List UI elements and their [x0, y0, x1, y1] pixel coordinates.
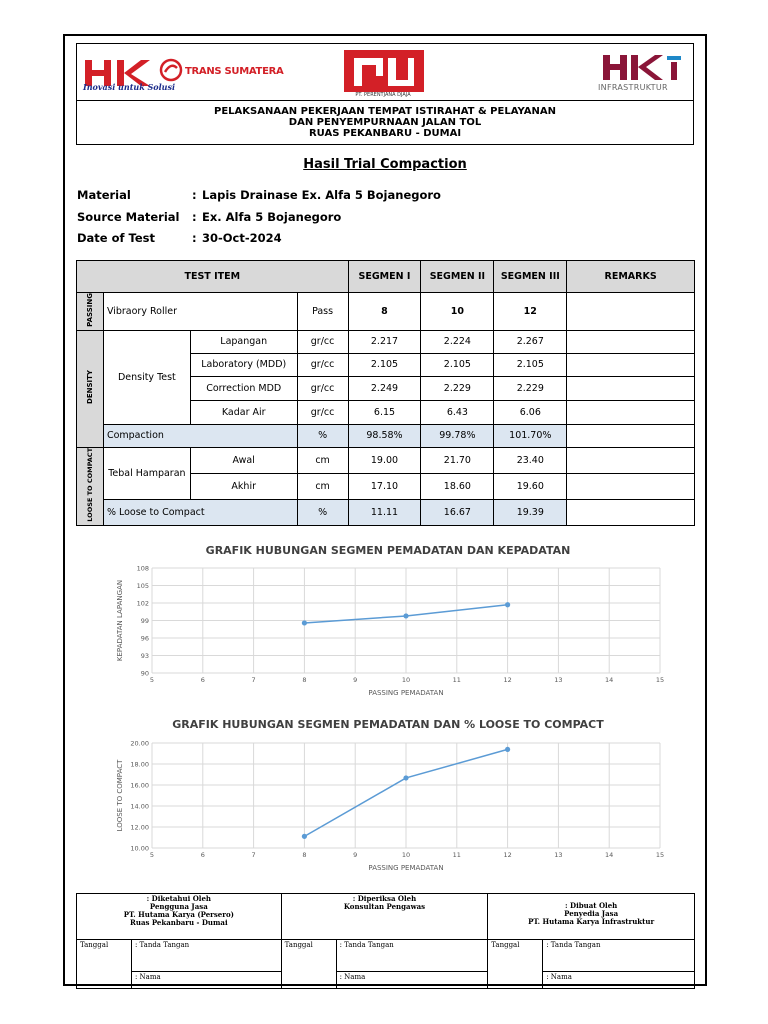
- x-tick-label: 13: [554, 851, 563, 859]
- tebal-hamparan-label: Tebal Hamparan: [103, 447, 190, 500]
- chart-kepadatan: [100, 560, 680, 700]
- group-loose-label: LOOSE TO COMPACT: [85, 447, 94, 522]
- signature-head-row: [77, 894, 695, 940]
- project-line-3: RUAS PEKANBARU - DUMAI: [308, 128, 462, 139]
- group-loose: [77, 447, 104, 525]
- table-row-passing: [77, 293, 695, 331]
- x-tick-label: 7: [251, 851, 256, 859]
- remarks-cell: [567, 293, 695, 331]
- material-value: Lapis Drainase Ex. Alfa 5 Bojanegoro: [202, 188, 441, 202]
- y-tick-label: 12.00: [130, 823, 149, 832]
- group-passing-label: PASSING: [85, 293, 94, 327]
- header-remarks: REMARKS: [567, 261, 695, 293]
- density-row-value: 2.105: [494, 353, 567, 376]
- passing-unit: Pass: [297, 293, 348, 331]
- compaction-unit: %: [297, 424, 348, 447]
- x-tick-label: 6: [200, 676, 205, 684]
- loose-unit: %: [297, 500, 348, 525]
- remarks-cell: [567, 424, 695, 447]
- compaction-value: 99.78%: [421, 424, 494, 447]
- x-tick-label: 14: [605, 676, 614, 684]
- y-tick-label: 93: [140, 652, 149, 660]
- x-tick-label: 9: [353, 851, 358, 859]
- remarks-cell: [567, 474, 695, 500]
- tanda-tangan-field[interactable]: : Tanda Tangan: [131, 940, 281, 972]
- compaction-value: 98.58%: [348, 424, 421, 447]
- loose-value: 16.67: [421, 500, 494, 525]
- density-row-value: 6.15: [348, 400, 421, 424]
- y-axis-label: LOOSE TO COMPACT: [116, 759, 124, 832]
- tebal-row-value: 21.70: [421, 447, 494, 473]
- density-row-name: Kadar Air: [190, 400, 297, 424]
- density-row-unit: gr/cc: [297, 376, 348, 400]
- header-test-item: TEST ITEM: [77, 261, 349, 293]
- sig-line: Ruas Pekanbaru - Dumai: [130, 918, 228, 927]
- density-row-value: 6.43: [421, 400, 494, 424]
- project-line-2: DAN PENYEMPURNAAN JALAN TOL: [288, 117, 482, 128]
- data-point: [302, 620, 307, 625]
- hki-text: INFRASTRUKTUR: [598, 83, 668, 92]
- tebal-row-unit: cm: [297, 447, 348, 473]
- x-tick-label: 12: [503, 851, 512, 859]
- x-tick-label: 15: [655, 851, 665, 859]
- x-tick-label: 6: [200, 851, 205, 859]
- letterhead: [76, 43, 694, 145]
- passing-value: 12: [494, 293, 567, 331]
- sig-title: : Diketahui Oleh: [146, 894, 212, 903]
- y-axis-label: KEPADATAN LAPANGAN: [116, 579, 124, 662]
- y-tick-label: 18.00: [130, 760, 149, 769]
- y-tick-label: 102: [136, 599, 149, 608]
- density-row-name: Lapangan: [190, 330, 297, 353]
- density-row-value: 2.229: [494, 376, 567, 400]
- signature-sign-row: [77, 940, 695, 972]
- y-tick-label: 96: [140, 634, 149, 643]
- x-tick-label: 14: [605, 851, 614, 859]
- chart2-title: GRAFIK HUBUNGAN SEGMEN PEMADATAN DAN % LOOSE TO COMPACT: [172, 718, 604, 731]
- data-point: [302, 834, 307, 839]
- x-tick-label: 5: [149, 851, 155, 859]
- density-row-value: 2.249: [348, 376, 421, 400]
- tanggal-field[interactable]: Tanggal: [488, 940, 543, 989]
- density-test-label: Density Test: [103, 330, 190, 424]
- density-row-value: 6.06: [494, 400, 567, 424]
- remarks-cell: [567, 330, 695, 353]
- tanda-tangan-field[interactable]: : Tanda Tangan: [336, 940, 488, 972]
- y-tick-label: 99: [140, 617, 149, 625]
- density-row-unit: gr/cc: [297, 400, 348, 424]
- material-colon: :: [192, 188, 197, 202]
- signature-block-penyedia: [488, 894, 695, 940]
- data-point: [403, 775, 408, 780]
- remarks-cell: [567, 376, 695, 400]
- header-segmen-2: SEGMEN II: [421, 261, 494, 293]
- sig-line: Penyedia Jasa: [564, 909, 619, 918]
- density-row-unit: gr/cc: [297, 353, 348, 376]
- loose-value: 11.11: [348, 500, 421, 525]
- date-colon: :: [192, 231, 197, 245]
- tebal-row-value: 18.60: [421, 474, 494, 500]
- passing-value: 8: [348, 293, 421, 331]
- source-colon: :: [192, 210, 197, 224]
- tebal-row-name: Awal: [190, 447, 297, 473]
- y-tick-label: 10.00: [130, 844, 149, 853]
- loose-label: % Loose to Compact: [103, 500, 297, 525]
- group-density: [77, 330, 104, 447]
- group-passing: [77, 293, 104, 331]
- table-row-compaction: [77, 424, 695, 447]
- y-tick-label: 14.00: [130, 802, 149, 811]
- signature-block-pengguna: [77, 894, 282, 940]
- x-tick-label: 10: [401, 676, 411, 684]
- document-title: Hasil Trial Compaction: [303, 157, 467, 172]
- source-value: Ex. Alfa 5 Bojanegoro: [202, 210, 342, 224]
- signature-name-row: [77, 972, 695, 989]
- data-point: [505, 602, 510, 607]
- tebal-row-name: Akhir: [190, 474, 297, 500]
- nama-field[interactable]: : Nama: [543, 972, 695, 989]
- density-row-value: 2.267: [494, 330, 567, 353]
- remarks-cell: [567, 353, 695, 376]
- sig-line: PT. Hutama Karya (Persero): [123, 910, 234, 919]
- hki-logo: [601, 52, 689, 82]
- data-point: [505, 747, 510, 752]
- sig-title: : Dibuat Oleh: [565, 901, 618, 910]
- tebal-row-value: 19.60: [494, 474, 567, 500]
- trial-compaction-table: [76, 260, 695, 526]
- tanggal-field[interactable]: Tanggal: [281, 940, 336, 989]
- density-row-name: Laboratory (MDD): [190, 353, 297, 376]
- y-tick-label: 16.00: [130, 781, 149, 790]
- trans-sumatera-logo: [159, 58, 183, 82]
- hk-tagline: Inovasi untuk Solusi: [83, 82, 176, 92]
- nama-field[interactable]: : Nama: [336, 972, 488, 989]
- y-tick-label: 20.00: [130, 739, 149, 748]
- tebal-row-value: 17.10: [348, 474, 421, 500]
- signature-block-konsultan: [281, 894, 488, 940]
- source-label: Source Material: [77, 210, 180, 224]
- x-tick-label: 12: [503, 676, 512, 684]
- y-tick-label: 105: [136, 582, 149, 590]
- data-point: [403, 613, 408, 618]
- y-tick-label: 90: [140, 669, 149, 678]
- y-tick-label: 108: [136, 564, 149, 573]
- x-tick-label: 11: [452, 851, 461, 859]
- tebal-row-value: 19.00: [348, 447, 421, 473]
- table-header-row: [77, 261, 695, 293]
- date-value: 30-Oct-2024: [202, 231, 282, 245]
- x-tick-label: 8: [302, 676, 307, 684]
- group-density-label: DENSITY: [85, 370, 94, 405]
- header-segmen-1: SEGMEN I: [348, 261, 421, 293]
- x-tick-label: 7: [251, 676, 256, 684]
- tanda-tangan-field[interactable]: : Tanda Tangan: [543, 940, 695, 972]
- tanggal-field[interactable]: Tanggal: [77, 940, 132, 989]
- x-tick-label: 15: [655, 676, 665, 684]
- density-row-name: Correction MDD: [190, 376, 297, 400]
- nama-field[interactable]: : Nama: [131, 972, 281, 989]
- table-row-loose: [77, 500, 695, 525]
- x-axis-label: PASSING PEMADATAN: [368, 689, 444, 697]
- sig-title: : Diperiksa Oleh: [352, 894, 417, 903]
- passing-item: Vibraory Roller: [103, 293, 297, 331]
- logo-row: [77, 44, 693, 101]
- remarks-cell: [567, 447, 695, 473]
- passing-value: 10: [421, 293, 494, 331]
- sig-line: Konsultan Pengawas: [343, 902, 426, 911]
- remarks-cell: [567, 500, 695, 525]
- table-row-density: [77, 330, 695, 353]
- density-row-value: 2.217: [348, 330, 421, 353]
- density-row-value: 2.105: [348, 353, 421, 376]
- tebal-row-unit: cm: [297, 474, 348, 500]
- density-row-value: 2.105: [421, 353, 494, 376]
- x-tick-label: 13: [554, 676, 563, 684]
- x-tick-label: 11: [452, 676, 461, 684]
- loose-value: 19.39: [494, 500, 567, 525]
- density-row-value: 2.224: [421, 330, 494, 353]
- chart-loose-to-compact: [100, 735, 680, 875]
- date-label: Date of Test: [77, 231, 155, 245]
- table-row-tebal: [77, 447, 695, 473]
- signature-table: [76, 893, 695, 989]
- compaction-label: Compaction: [103, 424, 297, 447]
- material-label: Material: [77, 188, 131, 202]
- x-tick-label: 10: [401, 851, 411, 859]
- perentjana-djaja-logo: [344, 50, 424, 92]
- density-row-unit: gr/cc: [297, 330, 348, 353]
- sig-line: PT. Hutama Karya Infrastruktur: [528, 917, 655, 926]
- chart1-title: GRAFIK HUBUNGAN SEGMEN PEMADATAN DAN KEPADATAN: [205, 544, 571, 557]
- perentjana-djaja-text: PT. PERENTJANA DJAJA: [355, 92, 411, 98]
- x-tick-label: 5: [149, 676, 155, 684]
- tebal-row-value: 23.40: [494, 447, 567, 473]
- x-tick-label: 8: [302, 851, 307, 859]
- project-line-1: PELAKSANAAN PEKERJAAN TEMPAT ISTIRAHAT & PELAYANAN: [214, 106, 556, 117]
- sig-line: Pengguna Jasa: [149, 902, 208, 911]
- trans-sumatera-text: TRANS SUMATERA: [185, 66, 284, 77]
- compaction-value: 101.70%: [494, 424, 567, 447]
- x-axis-label: PASSING PEMADATAN: [368, 864, 444, 872]
- density-row-value: 2.229: [421, 376, 494, 400]
- header-segmen-3: SEGMEN III: [494, 261, 567, 293]
- remarks-cell: [567, 400, 695, 424]
- project-title: [77, 100, 693, 146]
- x-tick-label: 9: [353, 676, 358, 684]
